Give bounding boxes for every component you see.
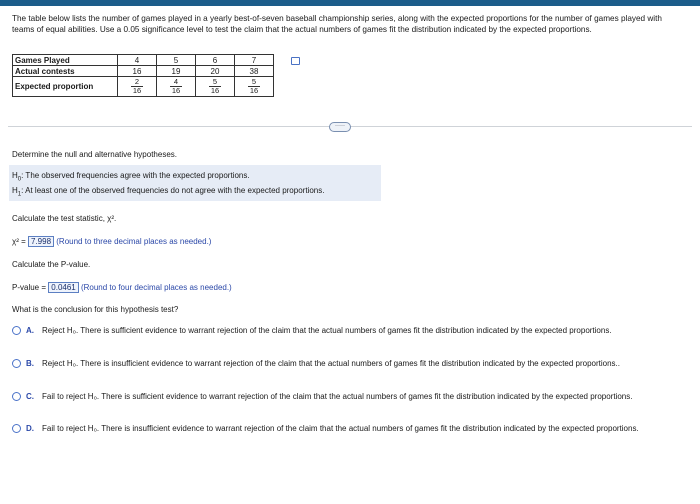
option-b[interactable] [12,358,687,382]
p-value-hint: (Round to four decimal places as needed.) [80,283,232,292]
h1-subscript: 1 [17,191,22,198]
p-value-row [12,282,232,293]
denominator: 16 [210,86,220,95]
table-cell: 6 [196,55,235,66]
top-bar [0,0,700,6]
option-text: Fail to reject H₀. There is sufficient evidence to warrant rejection of the claim that the actual numbers of games fit the distribution indicated by the expected proportions. [42,392,633,401]
chi-square-answer[interactable]: 7.998 [28,236,54,247]
numerator: 5 [209,78,221,87]
table-cell: 20 [196,66,235,77]
radio-button[interactable] [12,359,21,368]
question-test-statistic: Calculate the test statistic, χ². [12,214,117,223]
h1-text: : At least one of the observed frequencies do not agree with the expected proportions. [21,186,325,195]
null-hypothesis [12,171,250,185]
table-cell: 5 [157,55,196,66]
table-row [13,77,274,97]
fraction [248,78,260,95]
table-cell: 38 [235,66,274,77]
question-hypotheses: Determine the null and alternative hypotheses. [12,150,177,159]
table-cell [196,77,235,97]
radio-button[interactable] [12,392,21,401]
table-row [13,66,274,77]
denominator: 16 [171,86,181,95]
fraction [131,78,143,95]
option-a[interactable] [12,325,687,349]
option-text: Fail to reject H₀. There is insufficient evidence to warrant rejection of the claim that the actual numbers of games fit the distribution indicated by the expected proportions. [42,424,639,433]
h1-symbol: H [12,186,18,195]
chi-square-hint: (Round to three decimal places as needed.) [56,237,212,246]
table-cell [235,77,274,97]
chi-square-label: χ² = [12,237,26,246]
h0-subscript: 0 [17,176,22,183]
option-c[interactable] [12,391,687,415]
fraction [209,78,221,95]
option-letter: A. [26,326,34,335]
expected-proportion-header: Expected proportion [13,77,118,97]
denominator: 16 [132,86,142,95]
option-letter: D. [26,424,34,433]
h0-text: : The observed frequencies agree with the expected proportions. [21,171,250,180]
actual-contests-header: Actual contests [13,66,118,77]
copy-table-icon[interactable] [291,57,300,65]
radio-button[interactable] [12,424,21,433]
table-row [13,55,274,66]
option-text: Reject H₀. There is insufficient evidence to warrant rejection of the claim that the actual numbers of games fit the distribution indicated by the expected proportions.. [42,359,620,368]
table-cell: 7 [235,55,274,66]
option-letter: C. [26,392,34,401]
denominator: 16 [249,86,259,95]
data-table [12,54,274,97]
table-cell: 16 [118,66,157,77]
p-value-label: P-value = [12,283,47,292]
test-statistic-row [12,236,211,247]
radio-button[interactable] [12,326,21,335]
table-cell: 19 [157,66,196,77]
numerator: 2 [131,78,143,87]
table-cell [118,77,157,97]
expand-more-button[interactable]: ····· [329,122,351,132]
problem-statement: The table below lists the number of games played in a yearly best-of-seven baseball championship series, along with the expected proportions for the number of games played with teams of equal abilities. Use a 0.05 significance level to test the claim that the actual numbers of games fit the distribution indicated by the expected proportions. [12,14,662,34]
option-text: Reject H₀. There is sufficient evidence to warrant rejection of the claim that the actual numbers of games fit the distribution indicated by the expected proportions. [42,326,612,335]
option-d[interactable] [12,423,687,447]
alternative-hypothesis [12,186,324,200]
fraction [170,78,182,95]
option-letter: B. [26,359,34,368]
table-cell: 4 [118,55,157,66]
games-played-header: Games Played [13,55,118,66]
numerator: 5 [248,78,260,87]
p-value-answer[interactable]: 0.0461 [48,282,78,293]
question-conclusion: What is the conclusion for this hypothesis test? [12,305,179,314]
h0-symbol: H [12,171,18,180]
numerator: 4 [170,78,182,87]
question-p-value: Calculate the P-value. [12,260,91,269]
table-cell [157,77,196,97]
